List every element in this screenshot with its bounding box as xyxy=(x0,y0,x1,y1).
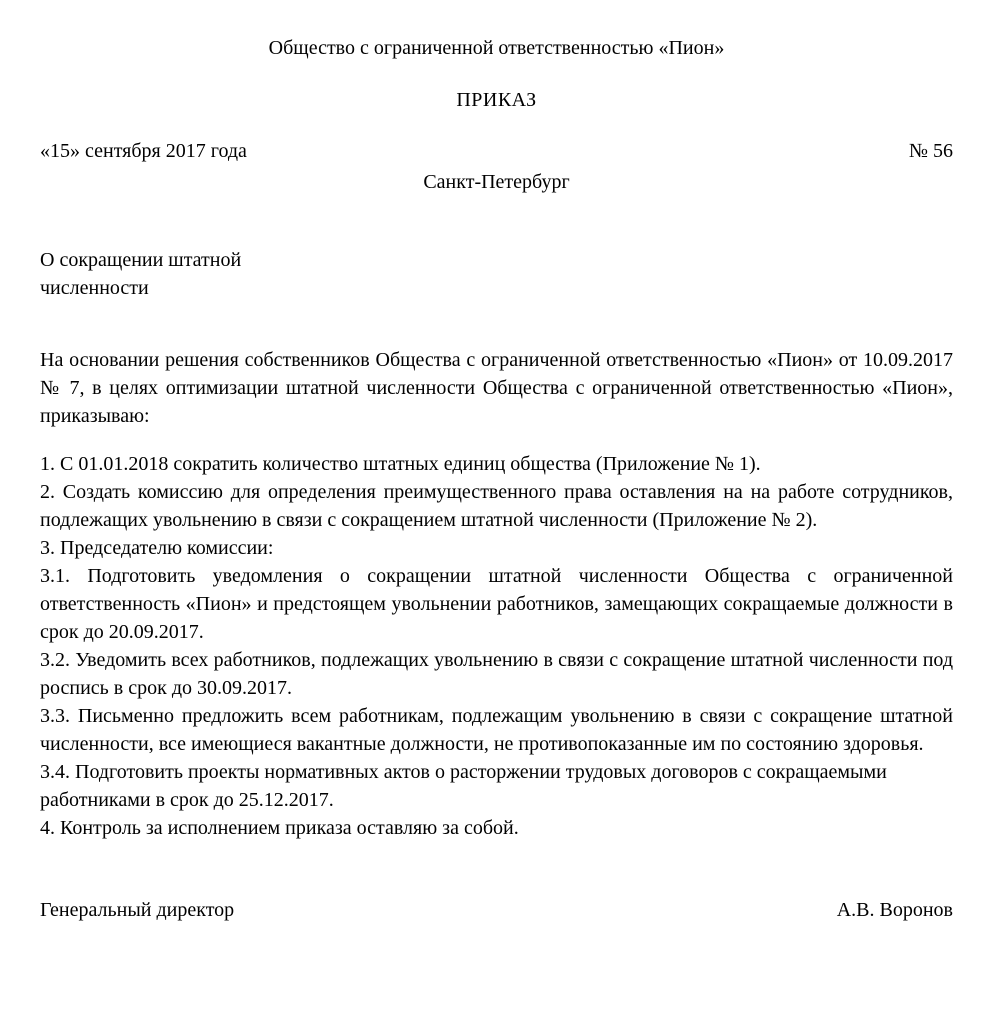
company-name: Общество с ограниченной ответственностью «Пион» xyxy=(268,37,725,59)
document-type-title: ПРИКАЗ xyxy=(456,89,537,111)
order-item-3-3: 3.3. Письменно предложить всем работникам, подлежащим увольнению в связи с сокращение штатной численности, все имеющиеся вакантные должности, не противопоказанные им по состоянию здоровья. xyxy=(40,705,953,755)
date-number-row xyxy=(40,137,953,165)
document-number: № 56 xyxy=(908,140,953,162)
city-line: Санкт-Петербург xyxy=(423,171,570,193)
order-item-2: 2. Создать комиссию для определения преимущественного права оставления на на работе сотрудников, подлежащих увольнению в связи с сокращением штатной численности (Приложение № 2). xyxy=(40,481,953,531)
order-item-3-4: 3.4. Подготовить проекты нормативных актов о расторжении трудовых договоров с сокращаемыми работниками в срок до 25.12.2017. xyxy=(40,761,887,811)
order-item-3-1: 3.1. Подготовить уведомления о сокращении штатной численности Общества с ограниченной ответственность «Пион» и предстоящем увольнении работников, замещающих сокращаемые должности в срок до 20.09.2017. xyxy=(40,565,953,643)
order-items xyxy=(40,450,953,842)
signature-row xyxy=(40,896,953,924)
order-item-4: 4. Контроль за исполнением приказа оставляю за собой. xyxy=(40,817,519,839)
order-item-3-2: 3.2. Уведомить всех работников, подлежащих увольнению в связи с сокращение штатной численности под роспись в срок до 30.09.2017. xyxy=(40,649,953,699)
signer-position: Генеральный директор xyxy=(40,899,235,921)
subject-block: О сокращении штатной численности xyxy=(40,249,242,299)
preamble-paragraph: На основании решения собственников Общества с ограниченной ответственностью «Пион» от 10.09.2017 № 7, в целях оптимизации штатной численности Общества с ограниченной ответственностью «Пион», приказываю: xyxy=(40,349,953,427)
order-item-1: 1. С 01.01.2018 сократить количество штатных единиц общества (Приложение № 1). xyxy=(40,453,761,475)
order-item-3: 3. Председателю комиссии: xyxy=(40,537,274,559)
signer-name: А.В. Воронов xyxy=(836,899,953,921)
document-date: «15» сентября 2017 года xyxy=(40,140,247,162)
